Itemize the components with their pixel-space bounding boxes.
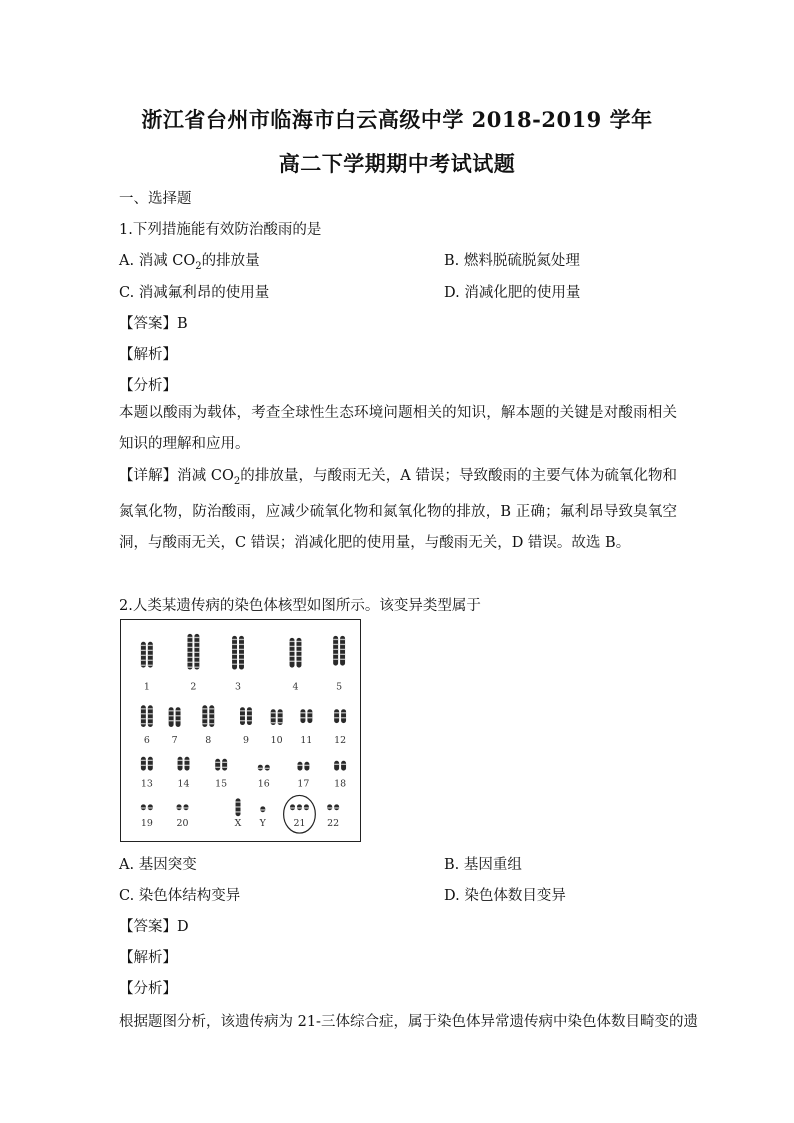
chromosome-pairs [141, 634, 346, 816]
chromosome-band [236, 806, 241, 807]
chromosome-band [247, 710, 252, 711]
chromosome-band [334, 717, 339, 718]
chromosome-band [239, 639, 244, 640]
chromosome-band [176, 710, 181, 711]
chromosome-band [240, 715, 245, 716]
chromosome-band [194, 647, 199, 648]
chromosome-band [148, 708, 153, 709]
chromosome-band [141, 655, 146, 656]
chromosome-label-15: 15 [215, 778, 228, 790]
chromosome-band [141, 760, 146, 761]
chromosome-band [176, 720, 181, 721]
chromosome-band [187, 667, 192, 668]
chromosome-label-4: 4 [292, 681, 299, 693]
chromosome-label-6: 6 [143, 734, 150, 746]
chromosome-band [247, 715, 252, 716]
chromosome-band [296, 641, 301, 642]
chromosome-band [271, 712, 276, 713]
chromosome-band [333, 659, 338, 660]
chromosome-band [148, 660, 153, 661]
chromosome-band [148, 807, 153, 808]
karyotype-svg [121, 620, 360, 841]
chromosome-4 [296, 638, 301, 668]
chromosome-band [141, 650, 146, 651]
q1-option-d: D. 消减化肥的使用量 [444, 285, 581, 301]
chromosome-band [148, 765, 153, 766]
chromosome-7 [169, 707, 174, 727]
chromosome-band [296, 656, 301, 657]
chromosome-band [239, 649, 244, 650]
q2-option-a: A. 基因突变 [119, 857, 197, 873]
chromosome-band [187, 642, 192, 643]
q2-answer: 【答案】D [119, 919, 189, 935]
chromosome-18 [341, 761, 346, 771]
chromosome-band [296, 646, 301, 647]
chromosome-band [194, 662, 199, 663]
chromosome-band [290, 641, 295, 642]
chromosome-band [340, 644, 345, 645]
chromosome-label-Y: Y [259, 818, 266, 830]
chromosome-7 [176, 707, 181, 727]
q1-fenxi-text: 本题以酸雨为载体，考查全球性生态环境问题相关的知识，解本题的关键是对酸雨相关知识的理解和应用。 [119, 405, 677, 452]
chromosome-band [271, 717, 276, 718]
chromosome-band [176, 715, 181, 716]
section-heading: 一、选择题 [119, 191, 192, 207]
chromosome-label-12: 12 [334, 734, 347, 746]
chromosome-band [141, 645, 146, 646]
chromosome-band [187, 652, 192, 653]
chromosome-band [340, 659, 345, 660]
q2-option-c: C. 染色体结构变异 [119, 888, 241, 904]
chromosome-label-3: 3 [235, 681, 242, 693]
chromosome-band [307, 712, 312, 713]
karyotype-figure [120, 619, 361, 842]
chromosome-label-18: 18 [334, 778, 347, 790]
q1-stem: 1.下列措施能有效防治酸雨的是 [119, 222, 322, 238]
chromosome-label-21: 21 [293, 818, 306, 830]
chromosome-band [141, 660, 146, 661]
chromosome-number-labels [141, 681, 346, 829]
chromosome-band [340, 639, 345, 640]
chromosome-band [209, 723, 214, 724]
chromosome-band [148, 713, 153, 714]
chromosome-band [232, 649, 237, 650]
chromosome-band [209, 713, 214, 714]
chromosome-band [232, 664, 237, 665]
chromosome-band [141, 713, 146, 714]
chromosome-band [187, 637, 192, 638]
chromosome-band [148, 655, 153, 656]
chromosome-band [341, 717, 346, 718]
chromosome-band [290, 646, 295, 647]
chromosome-band [278, 712, 283, 713]
q1-option-a: A. 消减 $CO_2$的排放量 [119, 253, 260, 272]
chromosome-label-20: 20 [176, 818, 189, 830]
chromosome-band [141, 718, 146, 719]
chromosome-band [178, 760, 183, 761]
chromosome-15 [215, 759, 220, 771]
chromosome-label-16: 16 [257, 778, 270, 790]
chromosome-band [333, 654, 338, 655]
chromosome-band [209, 708, 214, 709]
chromosome-17 [304, 762, 309, 771]
chromosome-band [177, 807, 182, 808]
chromosome-label-X: X [234, 818, 242, 830]
chromosome-band [265, 768, 270, 769]
chromosome-band [148, 645, 153, 646]
chromosome-band [141, 708, 146, 709]
chromosome-5 [333, 636, 338, 666]
chromosome-label-14: 14 [177, 778, 190, 790]
chromosome-label-13: 13 [140, 778, 153, 790]
chromosome-band [141, 723, 146, 724]
q2-stem: 2.人类某遗传病的染色体核型如图所示。该变异类型属于 [119, 598, 481, 614]
chromosome-band [300, 717, 305, 718]
chromosome-band [296, 661, 301, 662]
chromosome-band [236, 811, 241, 812]
chromosome-band [278, 717, 283, 718]
chromosome-band [239, 654, 244, 655]
chromosome-band [297, 807, 302, 808]
chromosome-15 [222, 759, 227, 771]
chromosome-band [215, 767, 220, 768]
chromosome-band [141, 765, 146, 766]
chromosome-band [148, 760, 153, 761]
chromosome-band [341, 712, 346, 713]
q2-option-d: D. 染色体数目变异 [444, 888, 566, 904]
chromosome-band [333, 644, 338, 645]
q1-detail: 【详解】消减 $CO_2$的排放量，与酸雨无关，A 错误；导致酸雨的主要气体为硫氧化物和氮氧化物，防治酸雨，应减少硫氧化物和氮氧化物的排放，B 正确；氟利昂导致臭氧空洞，与酸雨无关，C 错误；消减化肥的使用量，与酸雨无关，D 错误。故选 B。 [119, 468, 678, 551]
chromosome-band [300, 712, 305, 713]
chromosome-label-7: 7 [171, 734, 178, 746]
chromosome-band [297, 765, 302, 766]
chromosome-label-5: 5 [336, 681, 343, 693]
chromosome-band [194, 652, 199, 653]
chromosome-11 [300, 709, 305, 723]
chromosome-band [232, 654, 237, 655]
q1-fenxi-label: 【分析】 [119, 378, 177, 394]
chromosome-label-2: 2 [190, 681, 197, 693]
chromosome-band [187, 647, 192, 648]
chromosome-band [194, 667, 199, 668]
chromosome-band [258, 768, 263, 769]
chromosome-5 [340, 636, 345, 666]
chromosome-band [334, 712, 339, 713]
chromosome-label-22: 22 [327, 818, 340, 830]
chromosome-band [187, 657, 192, 658]
chromosome-band [239, 644, 244, 645]
chromosome-band [340, 649, 345, 650]
chromosome-band [202, 718, 207, 719]
chromosome-band [304, 807, 309, 808]
chromosome-label-11: 11 [300, 734, 313, 746]
chromosome-band [169, 715, 174, 716]
chromosome-17 [297, 762, 302, 771]
q2-jiexi: 【解析】 [119, 950, 177, 966]
chromosome-band [222, 767, 227, 768]
chromosome-band [232, 659, 237, 660]
chromosome-band [304, 765, 309, 766]
chromosome-band [278, 722, 283, 723]
chromosome-13 [141, 757, 146, 771]
chromosome-band [240, 720, 245, 721]
q1-jiexi: 【解析】 [119, 347, 177, 363]
chromosome-band [185, 760, 190, 761]
chromosome-band [169, 710, 174, 711]
chromosome-band [240, 710, 245, 711]
chromosome-label-17: 17 [297, 778, 310, 790]
chromosome-band [148, 718, 153, 719]
chromosome-band [148, 650, 153, 651]
chromosome-label-1: 1 [143, 681, 150, 693]
chromosome-band [341, 764, 346, 765]
chromosome-band [260, 809, 265, 810]
chromosome-4 [290, 638, 295, 668]
chromosome-band [232, 644, 237, 645]
chromosome-band [202, 713, 207, 714]
chromosome-band [247, 720, 252, 721]
chromosome-band [202, 708, 207, 709]
chromosome-Y [260, 806, 265, 812]
chromosome-18 [334, 761, 339, 771]
chromosome-band [209, 718, 214, 719]
document-title-line2: 高二下学期期中考试试题 [278, 151, 516, 176]
chromosome-12 [341, 709, 346, 723]
chromosome-band [239, 664, 244, 665]
q1-answer: 【答案】B [119, 316, 188, 332]
q2-option-b: B. 基因重组 [444, 857, 522, 873]
chromosome-label-8: 8 [205, 734, 212, 746]
chromosome-band [184, 807, 189, 808]
chromosome-label-19: 19 [140, 818, 153, 830]
chromosome-band [222, 762, 227, 763]
chromosome-band [194, 657, 199, 658]
q2-fenxi-text: 根据题图分析，该遗传病为 21-三体综合症，属于染色体异常遗传病中染色体数目畸变的遗 [119, 1014, 698, 1030]
chromosome-band [333, 649, 338, 650]
chromosome-band [148, 723, 153, 724]
chromosome-band [232, 639, 237, 640]
chromosome-band [271, 722, 276, 723]
chromosome-12 [334, 709, 339, 723]
chromosome-label-10: 10 [270, 734, 283, 746]
chromosome-band [202, 723, 207, 724]
chromosome-14 [178, 757, 183, 771]
q2-fenxi-label: 【分析】 [119, 981, 177, 997]
chromosome-11 [307, 709, 312, 723]
chromosome-band [334, 807, 339, 808]
chromosome-band [169, 720, 174, 721]
chromosome-band [334, 764, 339, 765]
chromosome-band [236, 801, 241, 802]
chromosome-band [239, 659, 244, 660]
chromosome-band [178, 765, 183, 766]
document-title-line1: 浙江省台州市临海市白云高级中学 2018-2019 学年 [141, 107, 653, 132]
chromosome-band [290, 656, 295, 657]
chromosome-band [296, 651, 301, 652]
chromosome-band [340, 654, 345, 655]
chromosome-band [185, 765, 190, 766]
chromosome-band [333, 639, 338, 640]
chromosome-14 [185, 757, 190, 771]
chromosome-band [215, 762, 220, 763]
chromosome-band [307, 717, 312, 718]
chromosome-band [290, 661, 295, 662]
chromosome-band [327, 807, 332, 808]
chromosome-band [187, 662, 192, 663]
chromosome-band [141, 807, 146, 808]
q1-option-c: C. 消减氟利昂的使用量 [119, 285, 270, 301]
chromosome-band [194, 637, 199, 638]
chromosome-band [148, 665, 153, 666]
q1-option-b: B. 燃料脱硫脱氮处理 [444, 253, 580, 269]
chromosome-band [290, 651, 295, 652]
chromosome-band [290, 807, 295, 808]
chromosome-13 [148, 757, 153, 771]
chromosome-band [194, 642, 199, 643]
chromosome-band [141, 665, 146, 666]
chromosome-label-9: 9 [242, 734, 249, 746]
